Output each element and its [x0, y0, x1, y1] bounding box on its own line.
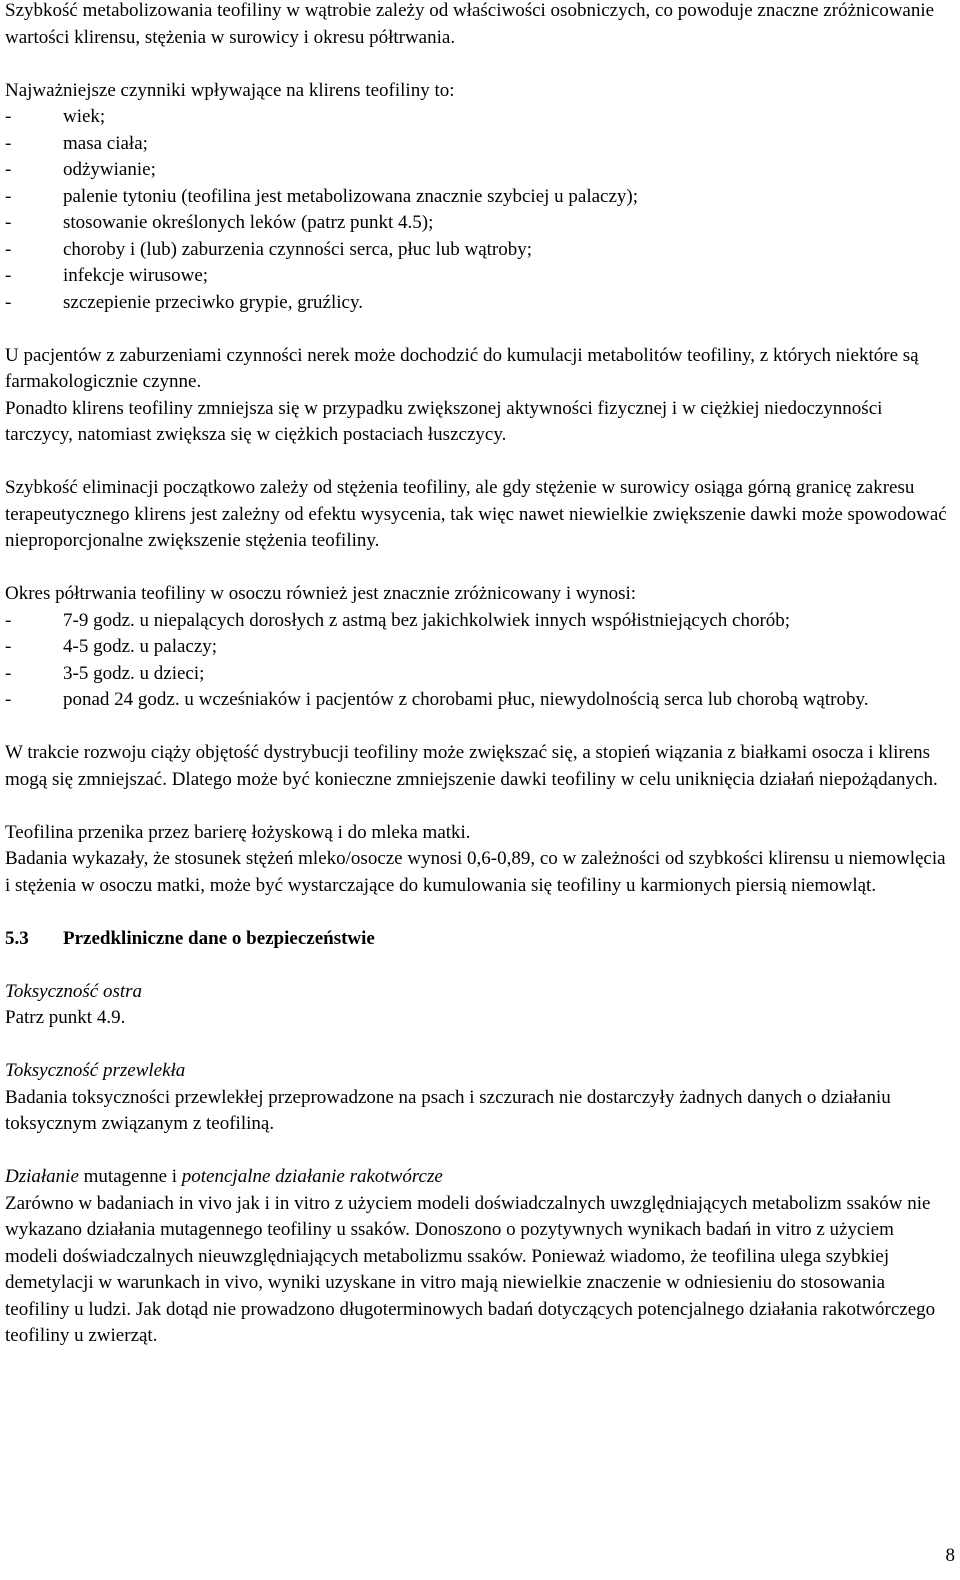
subheading-mutagenicity: Działanie mutagenne i potencjalne działanie rakotwórcze	[5, 1166, 443, 1187]
list-item: - 4-5 godz. u palaczy;	[5, 636, 218, 657]
list-item: - infekcje wirusowe;	[5, 265, 209, 286]
paragraph-kidney-impairment: U pacjentów z zaburzeniami czynności nerek może dochodzić do kumulacji metabolitów teofiliny, z których niektóre są farmakologicznie czynne.	[5, 344, 919, 392]
list-item: - odżywianie;	[5, 159, 156, 180]
paragraph-placenta: Teofilina przenika przez barierę łożyskową i do mleka matki.	[5, 821, 471, 843]
paragraph-chronic-toxicity: Badania toksyczności przewlekłej przeprowadzone na psach i szczurach nie dostarczyły żadnych danych o działaniu toksycznym związanym z teofiliną.	[5, 1086, 891, 1134]
list-item: - 3-5 godz. u dzieci;	[5, 662, 205, 684]
half-life-intro: Okres półtrwania teofiliny w osoczu również jest znacznie zróżnicowany i wynosi:	[5, 583, 637, 604]
list-item: - stosowanie określonych leków (patrz punkt 4.5);	[5, 212, 434, 233]
list-item: - 7-9 godz. u niepalących dorosłych z astmą bez jakichkolwiek innych współistniejących chorób;	[5, 609, 791, 631]
section-heading	[5, 926, 950, 953]
subheading-acute-toxicity: Toksyczność ostra	[5, 980, 143, 1002]
page-number: 8	[945, 1545, 955, 1566]
paragraph-metabolism-variability: Szybkość metabolizowania teofiliny w wątrobie zależy od właściwości osobniczych, co powoduje znaczne zróżnicowanie wartości klirensu, stężenia w surowicy i okresu półtrwania.	[5, 0, 935, 48]
paragraph-elimination-rate: Szybkość eliminacji początkowo zależy od stężenia teofiliny, ale gdy stężenie w surowicy osiąga górną granicę zakresu terapeutycznego klirens jest zależny od efektu wysycenia, tak więc nawet niewielkie zwiększenie dawki może spowodować nieproporcjonalne zwiększenie stężenia teofiliny.	[5, 477, 947, 551]
list-item: - masa ciała;	[5, 132, 148, 154]
paragraph-breast-milk: Badania wykazały, że stosunek stężeń mleko/osocze wynosi 0,6-0,89, co w zależności od szybkości klirensu u niemowlęcia i stężenia w osoczu matki, może być wystarczające do kumulowania się teofiliny u karmionych piersią niemowląt.	[5, 848, 946, 896]
half-life-list	[5, 608, 950, 714]
paragraph-physical-activity: Ponadto klirens teofiliny zmniejsza się w przypadku zwiększonej aktywności fizycznej i w ciężkiej niedoczynności tarczycy, natomiast zwiększa się w ciężkich postaciach łuszczycy.	[5, 397, 883, 445]
list-item: - ponad 24 godz. u wcześniaków i pacjentów z chorobami płuc, niewydolnością serca lub chorobą wątroby.	[5, 689, 869, 710]
list-item: - szczepienie przeciwko grypie, gruźlicy.	[5, 291, 363, 313]
list-item: - palenie tytoniu (teofilina jest metabolizowana znacznie szybciej u palaczy);	[5, 185, 639, 207]
section-title: Przedkliniczne dane o bezpieczeństwie	[63, 927, 375, 949]
subheading-chronic-toxicity: Toksyczność przewlekła	[5, 1060, 186, 1081]
list-item: - wiek;	[5, 106, 106, 127]
section-number: 5.3	[5, 927, 29, 949]
clearance-factors-list	[5, 104, 950, 316]
paragraph-pregnancy: W trakcie rozwoju ciąży objętość dystrybucji teofiliny może zwiększać się, a stopień wiązania z białkami osocza i klirens mogą się zmniejszać. Dlatego może być konieczne zmniejszenie dawki teofiliny w celu uniknięcia działań niepożądanych.	[5, 742, 938, 790]
clearance-factors-intro: Najważniejsze czynniki wpływające na klirens teofiliny to:	[5, 79, 455, 101]
document-page	[5, 0, 950, 1350]
paragraph-acute-toxicity: Patrz punkt 4.9.	[5, 1007, 126, 1028]
list-item: - choroby i (lub) zaburzenia czynności serca, płuc lub wątroby;	[5, 238, 533, 260]
paragraph-mutagenicity: Zarówno w badaniach in vivo jak i in vitro z użyciem modeli doświadczalnych uwzględniających metabolizm ssaków nie wykazano działania mutagennego teofiliny u ssaków. Donoszono o pozytywnych wynikach badań in vitro z użyciem modeli doświadczalnych nieuwzględniających metabolizmu ssaków. Ponieważ wiadomo, że teofilina ulega szybkiej demetylacji w warunkach in vivo, wyniki uzyskane in vitro mają niewielkie znaczenie w odniesieniu do stosowania teofiliny u ludzi. Jak dotąd nie prowadzono długoterminowych badań dotyczących potencjalnego działania rakotwórczego teofiliny u zwierząt.	[5, 1192, 936, 1346]
